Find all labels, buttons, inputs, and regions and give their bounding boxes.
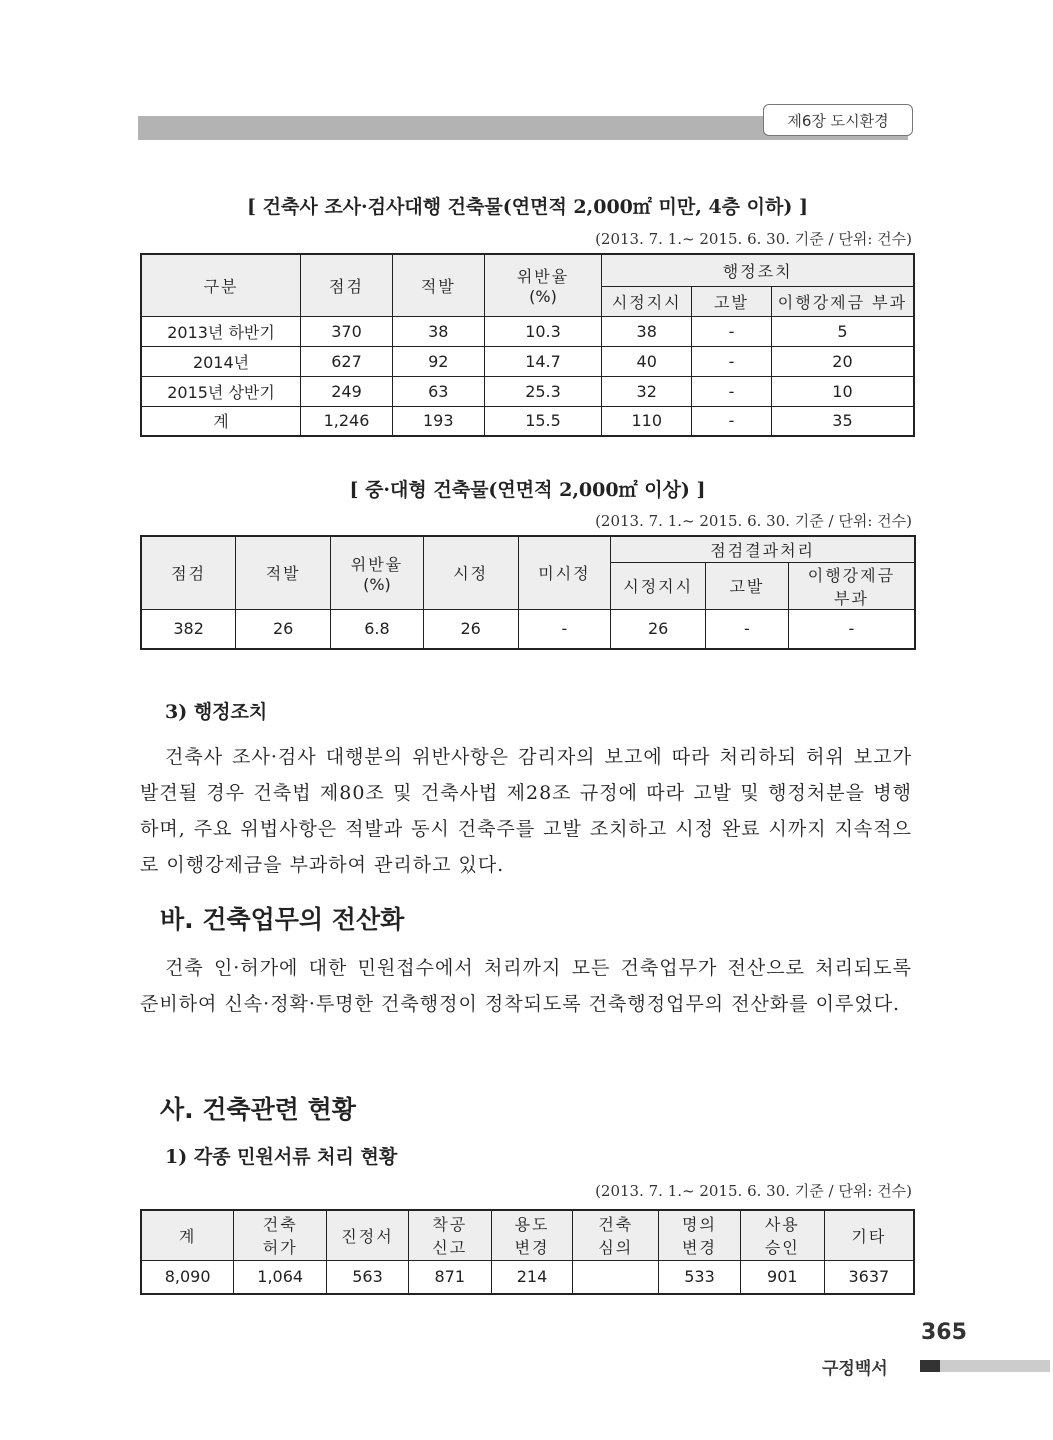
table2-header-detection: 적발 <box>236 536 331 609</box>
table2-header-result: 점검결과처리 <box>611 536 915 562</box>
table2-header-violation-rate <box>331 536 424 609</box>
table-cell: 계 <box>141 406 301 436</box>
book-title: 구정백서 <box>822 1359 888 1379</box>
section3-heading: 3) 행정조치 <box>165 701 268 723</box>
table-cell: 2013년 하반기 <box>141 316 301 346</box>
table-cell: 26 <box>611 609 706 649</box>
table-cell: 40 <box>602 346 692 376</box>
table3-header-label: 명의 <box>682 1215 717 1235</box>
table-row <box>141 1260 914 1294</box>
table3-header-label: 승인 <box>764 1238 800 1258</box>
table2-header-corrected: 시정 <box>423 536 518 609</box>
table3-header-label: 용도 <box>514 1215 550 1235</box>
table2-header-correction: 시정지시 <box>611 562 706 609</box>
table-cell: 533 <box>659 1260 741 1294</box>
table-row <box>141 406 914 436</box>
section3-paragraph: 건축사 조사·검사 대행분의 위반사항은 감리자의 보고에 따라 처리하되 허위 보고가 발견될 경우 건축법 제80조 및 건축사법 제28조 규정에 따라 고발 및 행정처분을 병행하며, 주요 위법사항은 적발과 동시 건축주를 고발 조치하고 시정 완료 시까지 지속적으로 이행강제금을 부과하여 관리하고 있다. <box>140 746 912 876</box>
table3-header-label: 사용 <box>764 1215 800 1235</box>
table-cell: 10 <box>771 376 914 406</box>
table1-header-violation-rate-unit: (%) <box>529 287 557 307</box>
table3-header-use-approval <box>740 1210 824 1260</box>
table3-header-label: 기타 <box>851 1226 887 1246</box>
table2-title: [ 중·대형 건축물(연면적 2,000㎡ 이상) ] <box>349 479 706 501</box>
table-cell: - <box>692 346 772 376</box>
table3-unit: (2013. 7. 1.~ 2015. 6. 30. 기준 / 단위: 건수) <box>595 1182 912 1200</box>
table3-header-label: 심의 <box>598 1238 634 1258</box>
table-cell: 563 <box>327 1260 409 1294</box>
table3-header-label: 변경 <box>514 1238 550 1258</box>
table-cell: - <box>692 406 772 436</box>
table-cell: 1,246 <box>301 406 393 436</box>
table-cell: 249 <box>301 376 393 406</box>
table-cell: 10.3 <box>484 316 602 346</box>
table-cell: 38 <box>392 316 484 346</box>
table3-header-name-change <box>659 1210 741 1260</box>
table2 <box>140 535 916 650</box>
section-ba-paragraph: 건축 인·허가에 대한 민원접수에서 처리까지 모든 건축업무가 전산으로 처리되도록 준비하여 신속·정확·투명한 건축행정이 정착되도록 건축행정업무의 전산화를 이루었다. <box>140 957 912 1015</box>
table-cell: - <box>706 609 789 649</box>
table1-title: [ 건축사 조사·검사대행 건축물(연면적 2,000㎡ 미만, 4층 이하) ] <box>247 196 808 218</box>
table3-header-label: 건축 <box>598 1215 634 1235</box>
table2-header-violation-rate-unit: (%) <box>363 574 391 594</box>
table-row <box>141 316 914 346</box>
table3-header-building-permit <box>234 1210 327 1260</box>
table1-header-accusation: 고발 <box>692 286 772 316</box>
section-ba-heading: 바. 건축업무의 전산화 <box>160 905 405 934</box>
table-cell: 2015년 상반기 <box>141 376 301 406</box>
table3-header-label: 착공 <box>432 1215 468 1235</box>
table-cell: - <box>518 609 611 649</box>
table1-unit: (2013. 7. 1.~ 2015. 6. 30. 기준 / 단위: 건수) <box>595 230 912 248</box>
page-number: 365 <box>921 1320 967 1345</box>
table3-header-label: 신고 <box>432 1238 468 1258</box>
table-cell: 901 <box>740 1260 824 1294</box>
table1-header-violation-rate-label: 위반율 <box>516 267 570 287</box>
table-cell: 871 <box>408 1260 491 1294</box>
table-cell: 1,064 <box>234 1260 327 1294</box>
table1-header-penalty: 이행강제금 부과 <box>771 286 914 316</box>
table-row <box>141 346 914 376</box>
table-cell: 63 <box>392 376 484 406</box>
table-cell: 214 <box>491 1260 573 1294</box>
table-cell: 20 <box>771 346 914 376</box>
table-cell: 8,090 <box>141 1260 234 1294</box>
table3-header-petition <box>327 1210 409 1260</box>
table2-header-violation-rate-label: 위반율 <box>350 554 404 574</box>
table3-header-total <box>141 1210 234 1260</box>
table3 <box>140 1209 915 1295</box>
table2-unit: (2013. 7. 1.~ 2015. 6. 30. 기준 / 단위: 건수) <box>595 512 912 530</box>
table-cell: 35 <box>771 406 914 436</box>
table-cell: 26 <box>236 609 331 649</box>
chapter-tab: 제6장 도시환경 <box>763 104 913 136</box>
table3-header-label: 변경 <box>682 1238 717 1258</box>
table-cell: 3637 <box>824 1260 914 1294</box>
table-cell: - <box>692 376 772 406</box>
table1-header-correction: 시정지시 <box>602 286 692 316</box>
table-cell: 110 <box>602 406 692 436</box>
table2-header-penalty-line1: 이행강제금 <box>807 565 896 585</box>
table2-header-accusation: 고발 <box>706 562 789 609</box>
table-cell: 370 <box>301 316 393 346</box>
section-sa-subheading: 1) 각종 민원서류 처리 현황 <box>165 1146 398 1168</box>
table-cell: 382 <box>141 609 236 649</box>
table-cell: 193 <box>392 406 484 436</box>
table-cell: - <box>692 316 772 346</box>
table-cell <box>573 1260 659 1294</box>
table3-header-label: 진정서 <box>341 1226 394 1246</box>
table1 <box>140 253 915 437</box>
table-cell: 14.7 <box>484 346 602 376</box>
table1-header-detection: 적발 <box>392 254 484 316</box>
table-cell: 92 <box>392 346 484 376</box>
table-cell: 26 <box>423 609 518 649</box>
footer-bar-dark <box>920 1360 940 1372</box>
table3-header-other <box>824 1210 914 1260</box>
table2-header-uncorrected: 미시정 <box>518 536 611 609</box>
table3-header-label: 계 <box>178 1226 197 1246</box>
table-cell: 5 <box>771 316 914 346</box>
table2-header-inspection: 점검 <box>141 536 236 609</box>
table-cell: 25.3 <box>484 376 602 406</box>
table3-header-start-report <box>408 1210 491 1260</box>
table1-header-category: 구분 <box>141 254 301 316</box>
table-cell: 15.5 <box>484 406 602 436</box>
table-row <box>141 609 915 649</box>
table3-header-building-review <box>573 1210 659 1260</box>
table-cell: 38 <box>602 316 692 346</box>
table3-header-use-change <box>491 1210 573 1260</box>
table1-header-admin-action: 행정조치 <box>602 254 914 286</box>
table1-header-violation-rate <box>484 254 602 316</box>
table-row <box>141 376 914 406</box>
table-cell: 6.8 <box>331 609 424 649</box>
table2-header-penalty-line2: 부과 <box>833 588 869 608</box>
table2-header-penalty <box>788 562 915 609</box>
footer-bar-light <box>940 1360 1050 1372</box>
table-cell: 627 <box>301 346 393 376</box>
table-cell: 32 <box>602 376 692 406</box>
table-cell: - <box>788 609 915 649</box>
table3-header-label: 건축 <box>262 1215 298 1235</box>
table3-header-label: 허가 <box>262 1238 298 1258</box>
table-cell: 2014년 <box>141 346 301 376</box>
section-sa-heading: 사. 건축관련 현황 <box>160 1095 356 1124</box>
table1-header-inspection: 점검 <box>301 254 393 316</box>
